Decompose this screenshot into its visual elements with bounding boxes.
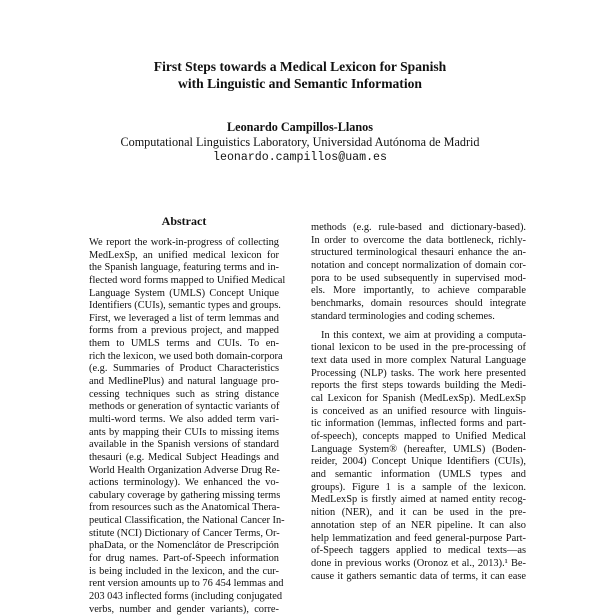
text-line: done in previous works (Oronoz et al., 2013).¹ Be- <box>311 557 526 569</box>
text-line: help lemmatization and feed general-purpose Part- <box>311 532 526 544</box>
text-line: cal Lexicon for Spanish (MedLexSp). MedLexSp <box>311 392 526 404</box>
text-line: rent version amounts up to 76 454 lemmas and <box>89 578 284 590</box>
text-line: text data used in more complex Natural Language <box>311 354 526 366</box>
text-line: 203 043 inflected forms (including conjugated <box>89 590 283 602</box>
text-line: (e.g. Summaries of Product Characteristics <box>89 363 279 375</box>
text-line: cause it gathers semantic data of terms, it can ease <box>311 570 526 582</box>
text-line: tional lexicon to be used in the pre-processing of <box>311 342 526 354</box>
text-line: reider, 2004) Concept Unique Identifiers (CUIs), <box>311 456 526 468</box>
text-line: of-Speech taggers applied to medical texts—as <box>311 545 526 557</box>
introduction-body <box>311 222 526 583</box>
text-line: standard terminologies and coding schemes. <box>311 310 495 322</box>
abstract-heading: Abstract <box>161 214 207 228</box>
text-line: the Spanish language, featuring terms and in- <box>89 262 279 274</box>
text-line: is being included in the lexicon, and the cur- <box>89 565 279 577</box>
text-line: In this context, we aim at providing a computa- <box>321 329 526 341</box>
title-line-2: with Linguistic and Semantic Information <box>178 76 422 91</box>
text-line: rich the lexicon, we used both domain-corpora <box>89 350 283 362</box>
paper-title <box>60 58 540 92</box>
text-line: is conceived as an unified resource with linguis- <box>311 405 526 417</box>
abstract-body <box>89 237 286 616</box>
text-line: notation and concept normalization of domain cor- <box>311 260 526 272</box>
text-line: verbs, number and gender variants), corre- <box>89 603 279 615</box>
text-line: tic information (lemmas, inflected forms and part- <box>311 418 526 430</box>
text-line: available in the Spanish versions of standard <box>89 439 279 451</box>
text-line: for drug names. Part-of-Speech information <box>89 553 279 565</box>
text-line: of-speech), concepts mapped to Unified Medical <box>311 431 526 442</box>
text-line: In order to overcome the data bottleneck, richly- <box>311 234 526 246</box>
text-line: cabulary coverage by gathering missing terms <box>89 489 281 501</box>
text-line: benchmarks, domain resources should integrate <box>311 298 526 310</box>
intro-paragraph-1 <box>311 222 526 324</box>
text-line: MedLexSp, an unified medical lexicon for <box>89 249 279 261</box>
text-line: reports the first steps towards building the Medi- <box>311 380 526 392</box>
text-line: phaData, or the Nomenclátor de Prescripción <box>89 540 279 552</box>
text-line: World Health Organization Adverse Drug Re- <box>89 464 280 476</box>
text-line: Identifiers (CUIs), semantic types and groups. <box>89 300 281 312</box>
text-line: We report the work-in-progress of collecting <box>89 237 279 248</box>
title-line-1: First Steps towards a Medical Lexicon for Spanish <box>153 59 447 74</box>
text-line: methods or generation of syntactic variants of <box>89 401 280 413</box>
text-line: structured terminological thesauri enhance the an- <box>311 247 526 259</box>
text-line: actions terminology). We enhanced the vo- <box>89 477 279 489</box>
text-line: Processing (NLP) tasks. The work here presented <box>311 367 526 379</box>
text-line: nition (NER), and it can be used in the pre- <box>311 507 526 519</box>
text-line: Language System® (hereafter, UMLS) (Boden- <box>311 443 526 455</box>
text-line: and MedlinePlus) and natural language pro- <box>89 376 279 388</box>
author-email: leonardo.campillos@uam.es <box>213 151 387 164</box>
text-line: thesauri (e.g. Medical Subject Headings and <box>89 451 279 463</box>
text-line: cessing techniques such as string distance <box>89 388 279 400</box>
text-line: ants by mapping their CUIs to missing items <box>89 426 279 438</box>
author-affiliation: Computational Linguistics Laboratory, Universidad Autónoma de Madrid <box>120 135 480 149</box>
text-line: els. More importantly, to achieve comparable <box>311 285 526 297</box>
text-line: pora to be used subsequently in supervised mod- <box>311 272 526 284</box>
text-line: groups). Figure 1 is a sample of the lexicon. <box>311 481 526 493</box>
text-line: flected word forms mapped to Unified Medical <box>89 274 286 286</box>
text-line: them to UMLS terms and CUIs. To en- <box>89 338 279 350</box>
author-name: Leonardo Campillos-Llanos <box>227 120 373 134</box>
text-line: methods (e.g. rule-based and dictionary-based). <box>311 222 526 233</box>
text-line: and semantic information (UMLS types and <box>311 469 526 481</box>
text-line: peutical Classification, the National Cancer In- <box>89 515 285 527</box>
text-line: from resources such as the Anatomical Thera- <box>89 502 280 514</box>
text-line: annotation step of an NER pipeline. It can also <box>311 519 526 531</box>
text-line: multi-word terms. We also added term vari- <box>89 413 279 425</box>
text-line: Language System (UMLS) Concept Unique <box>89 287 279 299</box>
text-line: MedLexSp is firstly aimed at named entity recog- <box>311 494 526 506</box>
text-line: First, we leveraged a list of term lemmas and <box>89 312 279 324</box>
intro-paragraph-2 <box>311 330 526 584</box>
text-line: stitute (NCI) Dictionary of Cancer Terms, Or- <box>89 527 280 539</box>
text-line: forms from a previous project, and mapped <box>89 325 279 337</box>
